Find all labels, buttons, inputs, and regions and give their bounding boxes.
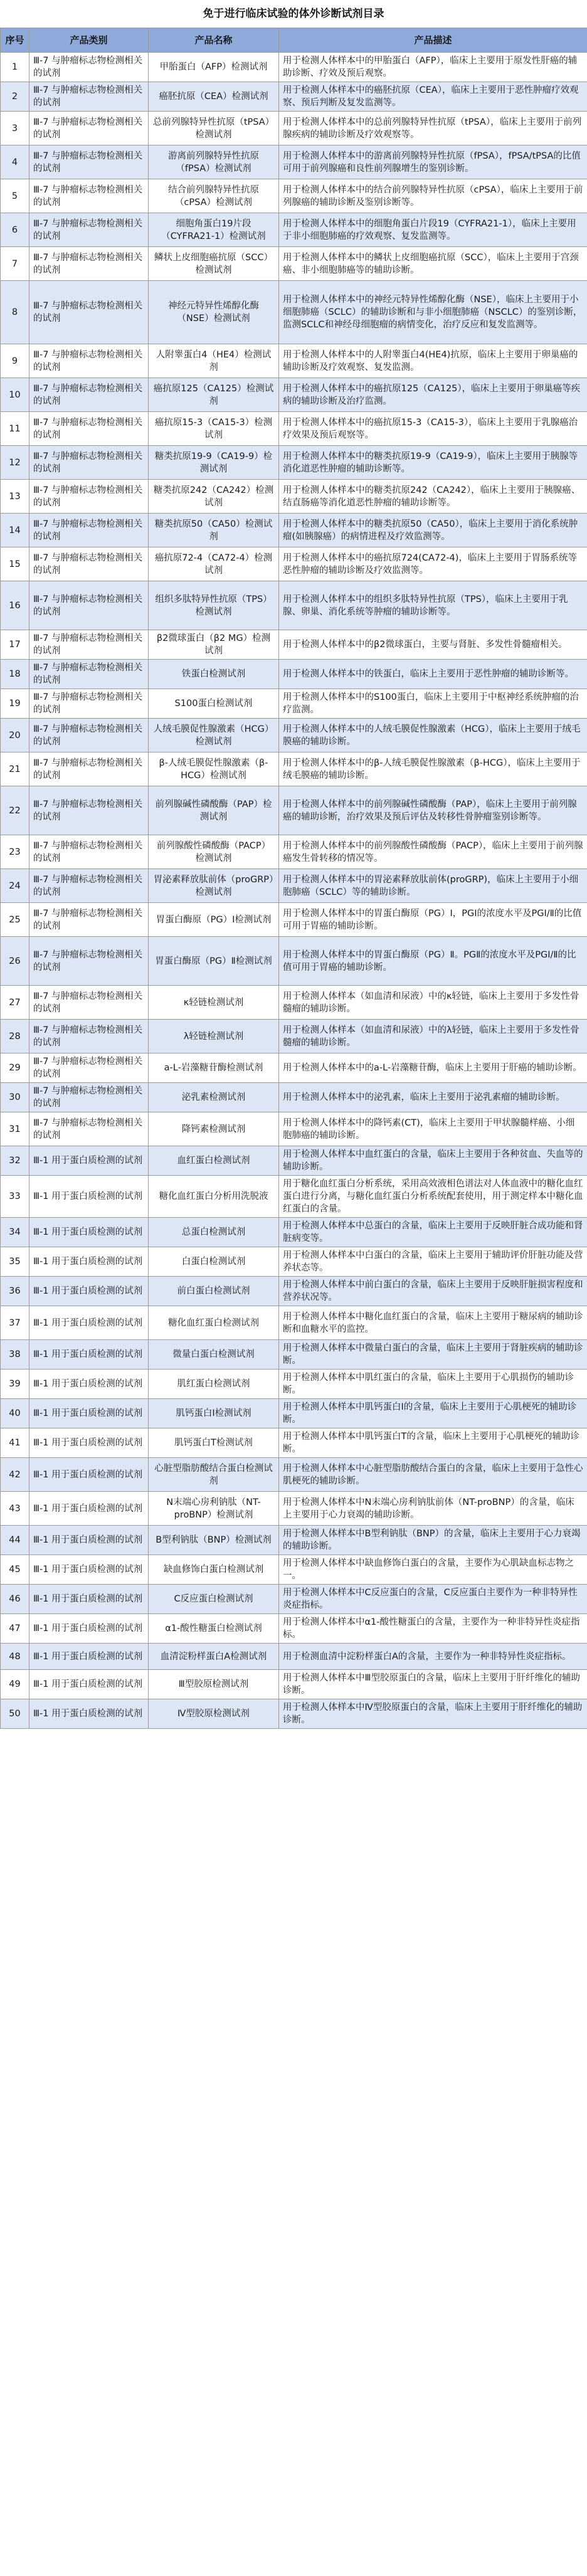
row-description: 用于检测人体样本中B型利钠肽（BNP）的含量，临床上主要用于心力衰竭的辅助诊断。 [279,1526,587,1555]
row-product-name: 降钙素检测试剂 [149,1112,279,1146]
header-category: 产品类别 [29,28,149,53]
row-index: 50 [1,1699,29,1729]
table-header-row [1,28,587,53]
header-name: 产品名称 [149,28,279,53]
row-category: Ⅲ-7 与肿瘤标志物检测相关的试剂 [29,786,149,835]
table-row [1,514,587,547]
row-description: 用于检测人体样本中的总前列腺特异性抗原（tPSA），临床上主要用于前列腺疾病的辅助诊断及疗效观察等。 [279,112,587,145]
row-index: 27 [1,986,29,1020]
table-row [1,446,587,480]
row-category: Ⅲ-1 用于蛋白质检测的试剂 [29,1699,149,1729]
row-index: 43 [1,1492,29,1526]
table-body [1,53,587,1729]
table-row [1,480,587,514]
row-category: Ⅲ-1 用于蛋白质检测的试剂 [29,1146,149,1176]
header-index: 序号 [1,28,29,53]
row-category: Ⅲ-1 用于蛋白质检测的试剂 [29,1399,149,1428]
row-category: Ⅲ-7 与肿瘤标志物检测相关的试剂 [29,1112,149,1146]
row-product-name: 总前列腺特异性抗原（tPSA）检测试剂 [149,112,279,145]
table-row [1,1020,587,1053]
row-index: 9 [1,344,29,378]
row-product-name: 胃蛋白酶原（PG）Ⅰ检测试剂 [149,903,279,937]
table-row [1,1340,587,1370]
row-category: Ⅲ-1 用于蛋白质检测的试剂 [29,1247,149,1277]
row-description: 用于检测人体样本中前白蛋白的含量，临床上主要用于反映肝脏损害程度和营养状况等。 [279,1277,587,1306]
row-description: 用于检测人体样本中的游离前列腺特异性抗原（fPSA），fPSA/tPSA的比值可用于前列腺癌和良性前列腺增生的鉴别诊断。 [279,145,587,179]
row-index: 36 [1,1277,29,1306]
table-row [1,630,587,660]
row-product-name: Ⅲ型胶原检测试剂 [149,1670,279,1699]
row-index: 3 [1,112,29,145]
row-category: Ⅲ-1 用于蛋白质检测的试剂 [29,1428,149,1458]
row-index: 46 [1,1585,29,1614]
row-category: Ⅲ-7 与肿瘤标志物检测相关的试剂 [29,1053,149,1083]
row-index: 41 [1,1428,29,1458]
table-row [1,1555,587,1585]
row-product-name: 癌抗原15-3（CA15-3）检测试剂 [149,412,279,446]
row-product-name: 缺血修饰白蛋白检测试剂 [149,1555,279,1585]
table-row [1,1146,587,1176]
row-index: 48 [1,1644,29,1670]
row-category: Ⅲ-1 用于蛋白质检测的试剂 [29,1526,149,1555]
table-row [1,378,587,412]
row-category: Ⅲ-1 用于蛋白质检测的试剂 [29,1306,149,1340]
row-description: 用于检测人体样本中Ⅳ型胶原蛋白的含量，临床上主要用于肝纤维化的辅助诊断。 [279,1699,587,1729]
row-category: Ⅲ-1 用于蛋白质检测的试剂 [29,1555,149,1585]
table-row [1,1399,587,1428]
row-description: 用于检测人体样本中的糖类抗原50（CA50），临床上主要用于消化系统肿瘤(如胰腺癌）的病情进程及疗效监测等。 [279,514,587,547]
row-index: 4 [1,145,29,179]
row-category: Ⅲ-7 与肿瘤标志物检测相关的试剂 [29,986,149,1020]
table-row [1,1053,587,1083]
table-row [1,1644,587,1670]
row-description: 用于检测人体样本中的β2微球蛋白，主要与肾脏、多发性骨髓瘤相关。 [279,630,587,660]
header-description: 产品描述 [279,28,587,53]
row-index: 28 [1,1020,29,1053]
row-index: 34 [1,1218,29,1247]
table-row [1,719,587,752]
table-row [1,869,587,903]
row-category: Ⅲ-7 与肿瘤标志物检测相关的试剂 [29,179,149,213]
row-index: 37 [1,1306,29,1340]
row-index: 30 [1,1083,29,1112]
row-category: Ⅲ-1 用于蛋白质检测的试剂 [29,1670,149,1699]
table-row [1,1176,587,1218]
row-description: 用于检测人体样本中的S100蛋白，临床上主要用于中枢神经系统肿瘤的治疗监测。 [279,689,587,719]
table-row [1,1306,587,1340]
row-product-name: 胃蛋白酶原（PG）Ⅱ检测试剂 [149,937,279,986]
row-description: 用于检测人体样本中的细胞角蛋白片段19（CYFRA21-1），临床上主要用于非小细胞肺癌的疗效观察、复发监测等。 [279,213,587,247]
row-category: Ⅲ-7 与肿瘤标志物检测相关的试剂 [29,903,149,937]
row-product-name: 铁蛋白检测试剂 [149,660,279,689]
row-product-name: α1-酸性糖蛋白检测试剂 [149,1614,279,1644]
row-product-name: β-人绒毛膜促性腺激素（β-HCG）检测试剂 [149,752,279,786]
row-index: 23 [1,835,29,869]
row-category: Ⅲ-1 用于蛋白质检测的试剂 [29,1218,149,1247]
row-product-name: 癌抗原72-4（CA72-4）检测试剂 [149,547,279,581]
row-category: Ⅲ-7 与肿瘤标志物检测相关的试剂 [29,689,149,719]
row-index: 32 [1,1146,29,1176]
row-description: 用于检测人体样本中的前列腺酸性磷酸酶（PACP），临床上主要用于前列腺癌发生骨转移的情况等。 [279,835,587,869]
row-category: Ⅲ-7 与肿瘤标志物检测相关的试剂 [29,630,149,660]
row-product-name: 前列腺酸性磷酸酶（PACP）检测试剂 [149,835,279,869]
row-product-name: 泌乳素检测试剂 [149,1083,279,1112]
row-index: 29 [1,1053,29,1083]
table-row [1,1428,587,1458]
table-row [1,835,587,869]
row-description: 用于检测人体样本中的癌抗原125（CA125），临床上主要用于卵巢癌等疾病的辅助诊断及治疗监测。 [279,378,587,412]
table-row [1,1670,587,1699]
row-description: 用于检测人体样本中的糖类抗原242（CA242），临床上主要用于胰腺癌、结直肠癌等消化道恶性肿瘤的辅助诊断等。 [279,480,587,514]
table-row [1,1370,587,1399]
row-index: 12 [1,446,29,480]
row-description: 用于检测人体样本中的胃蛋白酶原（PG）Ⅱ。PGⅡ的浓度水平及PGⅠ/Ⅱ的比值可用于胃癌的辅助诊断。 [279,937,587,986]
row-index: 22 [1,786,29,835]
row-index: 5 [1,179,29,213]
row-product-name: 癌胚抗原（CEA）检测试剂 [149,82,279,112]
row-index: 38 [1,1340,29,1370]
table-row [1,1112,587,1146]
row-description: 用于检测血清中淀粉样蛋白A的含量，主要作为一种非特异性炎症指标。 [279,1644,587,1670]
row-product-name: 前列腺碱性磷酸酶（PAP）检测试剂 [149,786,279,835]
row-index: 1 [1,53,29,82]
table-row [1,937,587,986]
row-index: 18 [1,660,29,689]
row-description: 用于检测人体样本中的胃泌素释放肽前体(proGRP)，临床上主要用于小细胞肺癌（SCLC）等的辅助诊断。 [279,869,587,903]
row-index: 40 [1,1399,29,1428]
row-product-name: 糖类抗原19-9（CA19-9）检测试剂 [149,446,279,480]
row-index: 44 [1,1526,29,1555]
row-product-name: B型利钠肽（BNP）检测试剂 [149,1526,279,1555]
row-description: 用于检测人体样本中的人绒毛膜促性腺激素（HCG），临床上主要用于绒毛膜癌的辅助诊断。 [279,719,587,752]
row-category: Ⅲ-1 用于蛋白质检测的试剂 [29,1176,149,1218]
row-category: Ⅲ-7 与肿瘤标志物检测相关的试剂 [29,378,149,412]
catalog-table [0,28,587,1729]
row-category: Ⅲ-7 与肿瘤标志物检测相关的试剂 [29,835,149,869]
row-index: 13 [1,480,29,514]
row-index: 11 [1,412,29,446]
row-product-name: 人附睾蛋白4（HE4）检测试剂 [149,344,279,378]
row-description: 用于检测人体样本中的甲胎蛋白（AFP），临床上主要用于原发性肝癌的辅助诊断、疗效及预后观察。 [279,53,587,82]
row-product-name: 血红蛋白检测试剂 [149,1146,279,1176]
row-index: 16 [1,581,29,630]
row-product-name: 细胞角蛋白19片段（CYFRA21-1）检测试剂 [149,213,279,247]
row-category: Ⅲ-1 用于蛋白质检测的试剂 [29,1492,149,1526]
row-product-name: 游离前列腺特异性抗原（fPSA）检测试剂 [149,145,279,179]
row-category: Ⅲ-1 用于蛋白质检测的试剂 [29,1458,149,1492]
table-row [1,1458,587,1492]
row-category: Ⅲ-1 用于蛋白质检测的试剂 [29,1277,149,1306]
row-category: Ⅲ-1 用于蛋白质检测的试剂 [29,1340,149,1370]
row-category: Ⅲ-7 与肿瘤标志物检测相关的试剂 [29,112,149,145]
row-product-name: 人绒毛膜促性腺激素（HCG）检测试剂 [149,719,279,752]
row-category: Ⅲ-7 与肿瘤标志物检测相关的试剂 [29,869,149,903]
table-row [1,1699,587,1729]
row-description: 用于检测人体样本中的鳞状上皮细胞癌抗原（SCC），临床上主要用于宫颈癌、非小细胞肺癌等的辅助诊断。 [279,247,587,281]
table-row [1,53,587,82]
table-row [1,82,587,112]
row-description: 用于检测人体样本中的组织多肽特异性抗原（TPS），临床上主要用于乳腺、卵巢、消化系统等肿瘤的辅助诊断等。 [279,581,587,630]
row-category: Ⅲ-7 与肿瘤标志物检测相关的试剂 [29,213,149,247]
row-index: 8 [1,281,29,344]
row-description: 用于检测人体样本中的癌抗原15-3（CA15-3），临床上主要用于乳腺癌治疗效果及预后观察等。 [279,412,587,446]
row-product-name: 癌抗原125（CA125）检测试剂 [149,378,279,412]
table-row [1,1247,587,1277]
row-category: Ⅲ-7 与肿瘤标志物检测相关的试剂 [29,937,149,986]
row-description: 用于检测人体样本中的癌抗原724(CA72-4)，临床上主要用于胃肠系统等恶性肿瘤的辅助诊断及疗效监测等。 [279,547,587,581]
row-index: 14 [1,514,29,547]
row-description: 用于检测人体样本中的降钙素(CT)，临床上主要用于甲状腺髓样癌、小细胞肺癌的辅助诊断。 [279,1112,587,1146]
row-category: Ⅲ-7 与肿瘤标志物检测相关的试剂 [29,547,149,581]
row-category: Ⅲ-7 与肿瘤标志物检测相关的试剂 [29,514,149,547]
row-description: 用于检测人体样本中的糖类抗原19-9（CA19-9），临床上主要用于胰腺等消化道恶性肿瘤的辅助诊断等。 [279,446,587,480]
row-product-name: 神经元特异性烯醇化酶（NSE）检测试剂 [149,281,279,344]
row-category: Ⅲ-7 与肿瘤标志物检测相关的试剂 [29,1083,149,1112]
row-index: 25 [1,903,29,937]
row-index: 17 [1,630,29,660]
row-category: Ⅲ-1 用于蛋白质检测的试剂 [29,1585,149,1614]
row-category: Ⅲ-7 与肿瘤标志物检测相关的试剂 [29,480,149,514]
row-category: Ⅲ-7 与肿瘤标志物检测相关的试剂 [29,82,149,112]
row-product-name: 糖类抗原50（CA50）检测试剂 [149,514,279,547]
row-description: 用于检测人体样本中的β-人绒毛膜促性腺激素（β-HCG），临床上主要用于绒毛膜癌的辅助诊断。 [279,752,587,786]
table-row [1,145,587,179]
table-row [1,112,587,145]
row-description: 用于检测人体样本中N末端心房利钠肽前体（NT-proBNP）的含量，临床上主要用于心力衰竭的辅助诊断。 [279,1492,587,1526]
row-description: 用于检测人体样本中的泌乳素，临床上主要用于泌乳素瘤的辅助诊断。 [279,1083,587,1112]
table-row [1,344,587,378]
table-row [1,689,587,719]
table-row [1,903,587,937]
row-product-name: a-L-岩藻糖苷酶检测试剂 [149,1053,279,1083]
row-description: 用于检测人体样本中的胃蛋白酶原（PG）Ⅰ，PGⅠ的浓度水平及PGⅠ/Ⅱ的比值可用于胃癌的辅助诊断。 [279,903,587,937]
row-description: 用于检测人体样本（如血清和尿液）中的λ轻链，临床上主要用于多发性骨髓瘤的辅助诊断。 [279,1020,587,1053]
row-description: 用于检测人体样本中糖化血红蛋白的含量，临床上主要用于糖尿病的辅助诊断和血糖水平的监控。 [279,1306,587,1340]
table-row [1,1585,587,1614]
row-category: Ⅲ-7 与肿瘤标志物检测相关的试剂 [29,660,149,689]
row-description: 用于检测人体样本中的人附睾蛋白4(HE4)抗原，临床上主要用于卵巢癌的辅助诊断及疗效观察、复发监测。 [279,344,587,378]
row-product-name: 白蛋白检测试剂 [149,1247,279,1277]
row-index: 42 [1,1458,29,1492]
row-product-name: Ⅳ型胶原检测试剂 [149,1699,279,1729]
table-row [1,581,587,630]
row-product-name: 总蛋白检测试剂 [149,1218,279,1247]
row-index: 49 [1,1670,29,1699]
row-category: Ⅲ-1 用于蛋白质检测的试剂 [29,1614,149,1644]
row-product-name: N末端心房利钠肽（NT-proBNP）检测试剂 [149,1492,279,1526]
row-category: Ⅲ-7 与肿瘤标志物检测相关的试剂 [29,145,149,179]
row-category: Ⅲ-7 与肿瘤标志物检测相关的试剂 [29,446,149,480]
row-index: 10 [1,378,29,412]
row-index: 7 [1,247,29,281]
row-index: 19 [1,689,29,719]
table-row [1,179,587,213]
row-index: 31 [1,1112,29,1146]
row-product-name: λ轻链检测试剂 [149,1020,279,1053]
row-product-name: 心脏型脂肪酸结合蛋白检测试剂 [149,1458,279,1492]
row-description: 用于检测人体样本（如血清和尿液）中的κ轻链，临床上主要用于多发性骨髓瘤的辅助诊断。 [279,986,587,1020]
row-category: Ⅲ-7 与肿瘤标志物检测相关的试剂 [29,581,149,630]
row-category: Ⅲ-7 与肿瘤标志物检测相关的试剂 [29,247,149,281]
table-row [1,1614,587,1644]
row-description: 用于检测人体样本中C反应蛋白的含量，C反应蛋白主要作为一种非特异性炎症指标。 [279,1585,587,1614]
row-product-name: 甲胎蛋白（AFP）检测试剂 [149,53,279,82]
row-description: 用于检测人体样本中的铁蛋白，临床上主要用于恶性肿瘤的辅助诊断等。 [279,660,587,689]
row-description: 用于检测人体样本中微量白蛋白的含量，临床上主要用于肾脏疾病的辅助诊断。 [279,1340,587,1370]
row-index: 24 [1,869,29,903]
row-category: Ⅲ-1 用于蛋白质检测的试剂 [29,1370,149,1399]
table-row [1,986,587,1020]
row-product-name: 胃泌素释放肽前体（proGRP）检测试剂 [149,869,279,903]
row-product-name: 糖类抗原242（CA242）检测试剂 [149,480,279,514]
row-index: 33 [1,1176,29,1218]
row-index: 21 [1,752,29,786]
row-description: 用于检测人体样本中总蛋白的含量，临床上主要用于反映肝脏合成功能和肾脏病变等。 [279,1218,587,1247]
row-product-name: S100蛋白检测试剂 [149,689,279,719]
row-description: 用于检测人体样本中Ⅲ型胶原蛋白的含量，临床上主要用于肝纤维化的辅助诊断。 [279,1670,587,1699]
table-row [1,1526,587,1555]
row-product-name: C反应蛋白检测试剂 [149,1585,279,1614]
row-description: 用于检测人体样本中肌红蛋白的含量，临床上主要用于心肌损伤的辅助诊断。 [279,1370,587,1399]
row-category: Ⅲ-7 与肿瘤标志物检测相关的试剂 [29,281,149,344]
row-description: 用于检测人体样本中的结合前列腺特异性抗原（cPSA），临床上主要用于前列腺癌的辅助诊断及鉴别诊断等。 [279,179,587,213]
table-row [1,1277,587,1306]
table-row [1,786,587,835]
document-title: 免于进行临床试验的体外诊断试剂目录 [203,8,384,20]
table-row [1,412,587,446]
row-product-name: 肌钙蛋白I检测试剂 [149,1399,279,1428]
row-product-name: 结合前列腺特异性抗原（cPSA）检测试剂 [149,179,279,213]
row-index: 20 [1,719,29,752]
row-index: 45 [1,1555,29,1585]
row-category: Ⅲ-7 与肿瘤标志物检测相关的试剂 [29,752,149,786]
row-description: 用于检测人体样本中血红蛋白的含量，临床上主要用于各种贫血、失血等的辅助诊断。 [279,1146,587,1176]
row-index: 26 [1,937,29,986]
row-category: Ⅲ-7 与肿瘤标志物检测相关的试剂 [29,1020,149,1053]
row-index: 15 [1,547,29,581]
row-category: Ⅲ-7 与肿瘤标志物检测相关的试剂 [29,412,149,446]
row-description: 用于检测人体样本中的癌胚抗原（CEA），临床上主要用于恶性肿瘤疗效观察、预后判断及复发监测等。 [279,82,587,112]
row-index: 35 [1,1247,29,1277]
row-description: 用于检测人体样本中的神经元特异性烯醇化酶（NSE），临床上主要用于小细胞肺癌（SCLC）的辅助诊断和与非小细胞肺癌（NSCLC）的鉴别诊断，监测SCLC和神经母细胞瘤的病情变化，治疗反应和复发监测等。 [279,281,587,344]
row-product-name: 微量白蛋白检测试剂 [149,1340,279,1370]
row-product-name: 鳞状上皮细胞癌抗原（SCC）检测试剂 [149,247,279,281]
table-row [1,752,587,786]
row-product-name: κ轻链检测试剂 [149,986,279,1020]
row-description: 用于检测人体样本中缺血修饰白蛋白的含量，主要作为心肌缺血标志物之一。 [279,1555,587,1585]
table-row [1,547,587,581]
row-description: 用于检测人体样本中肌钙蛋白T的含量，临床上主要用于心肌梗死的辅助诊断。 [279,1428,587,1458]
row-description: 用于检测人体样本中心脏型脂肪酸结合蛋白的含量，临床上主要用于急性心肌梗死的辅助诊断。 [279,1458,587,1492]
table-row [1,1218,587,1247]
row-product-name: 肌钙蛋白T检测试剂 [149,1428,279,1458]
row-product-name: 肌红蛋白检测试剂 [149,1370,279,1399]
row-product-name: 组织多肽特异性抗原（TPS）检测试剂 [149,581,279,630]
row-product-name: β2微球蛋白（β2 MG）检测试剂 [149,630,279,660]
table-row [1,1492,587,1526]
row-index: 2 [1,82,29,112]
row-product-name: 糖化血红蛋白分析用洗脱液 [149,1176,279,1218]
row-category: Ⅲ-7 与肿瘤标志物检测相关的试剂 [29,53,149,82]
table-row [1,247,587,281]
row-category: Ⅲ-1 用于蛋白质检测的试剂 [29,1644,149,1670]
row-category: Ⅲ-7 与肿瘤标志物检测相关的试剂 [29,719,149,752]
row-product-name: 血清淀粉样蛋白A检测试剂 [149,1644,279,1670]
table-row [1,1083,587,1112]
table-row [1,213,587,247]
row-description: 用于检测人体样本中的前列腺碱性磷酸酶（PAP），临床上主要用于前列腺癌的辅助诊断，治疗效果及预后评估及转移性骨肿瘤鉴别诊断等。 [279,786,587,835]
table-row [1,660,587,689]
row-category: Ⅲ-7 与肿瘤标志物检测相关的试剂 [29,344,149,378]
row-description: 用于检测人体样本中的a-L-岩藻糖苷酶，临床上主要用于肝癌的辅助诊断。 [279,1053,587,1083]
row-description: 用于检测人体样本中肌钙蛋白I的含量，临床上主要用于心肌梗死的辅助诊断。 [279,1399,587,1428]
row-product-name: 糖化血红蛋白检测试剂 [149,1306,279,1340]
table-row [1,281,587,344]
row-product-name: 前白蛋白检测试剂 [149,1277,279,1306]
row-description: 用于检测人体样本中α1-酸性糖蛋白的含量，主要作为一种非特异性炎症指标。 [279,1614,587,1644]
row-description: 用于糖化血红蛋白分析系统，采用高效液相色谱法对人体血液中的糖化血红蛋白进行分离，与糖化血红蛋白分析系统配套使用，用于测定样本中糖化血红蛋白的含量。 [279,1176,587,1218]
row-index: 39 [1,1370,29,1399]
row-index: 6 [1,213,29,247]
row-index: 47 [1,1614,29,1644]
row-description: 用于检测人体样本中白蛋白的含量，临床上主要用于辅助评价肝脏功能及营养状态等。 [279,1247,587,1277]
